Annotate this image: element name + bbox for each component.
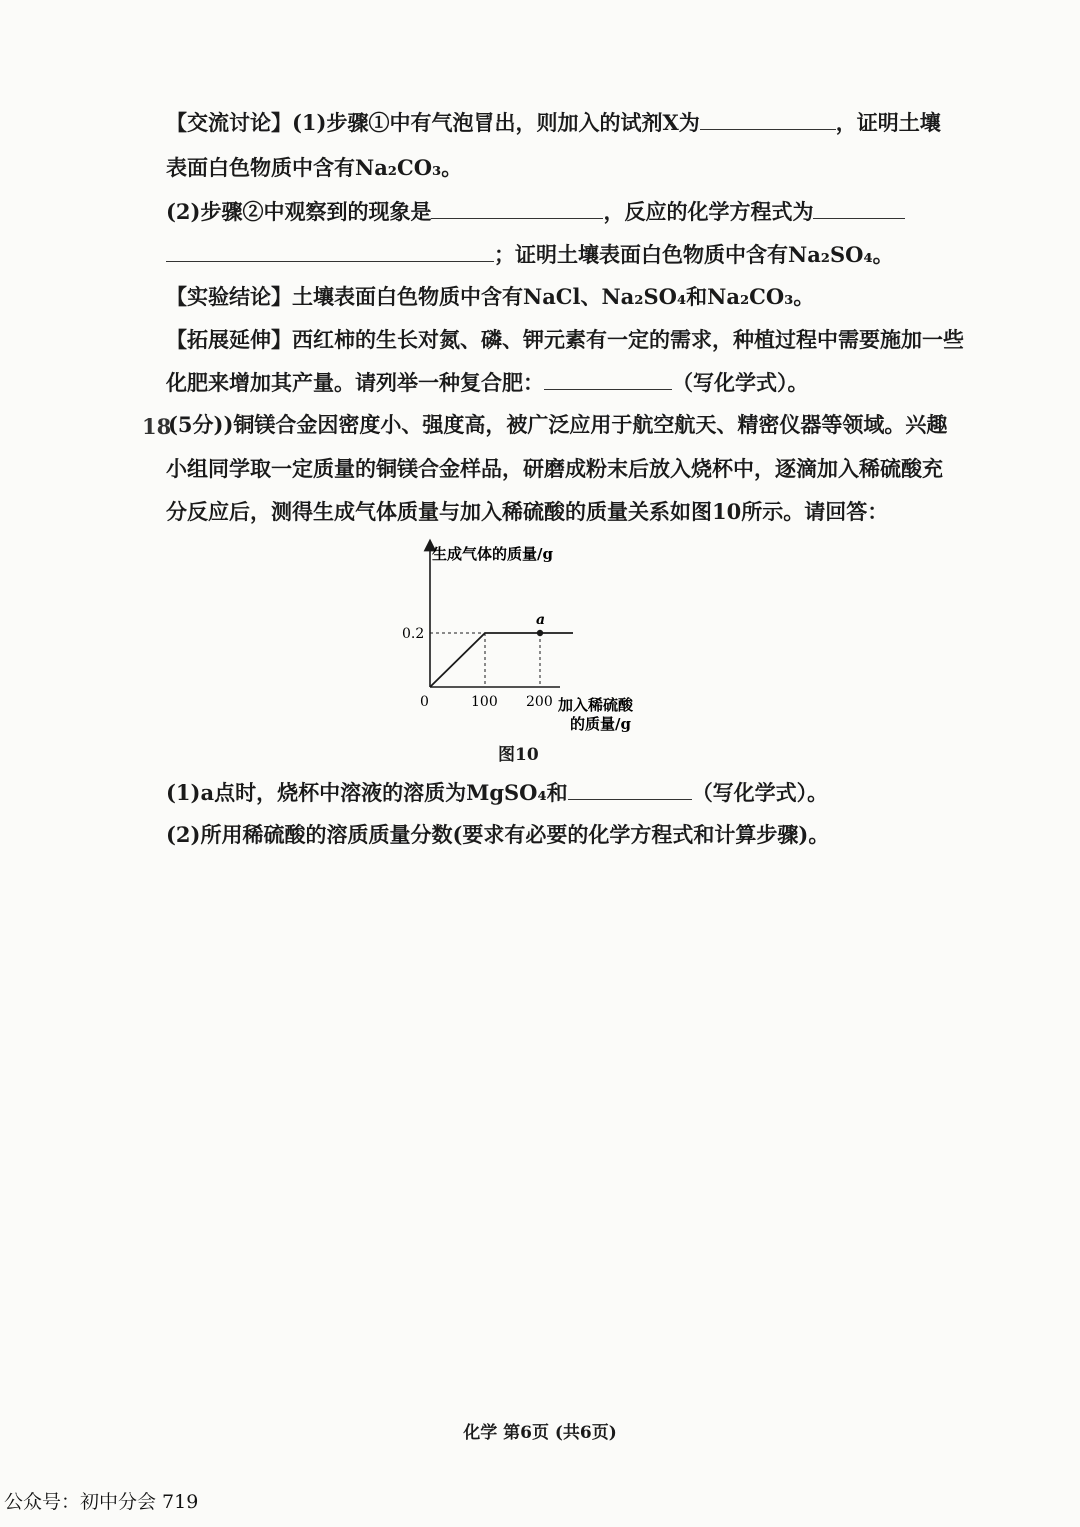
watermark-text: 公众号：初中分会 719 [4, 1491, 199, 1513]
discussion-text-4: ；证明土壤表面白色物质中含有Na₂SO₄。 [494, 242, 894, 267]
discussion-line-4 [166, 240, 906, 270]
discussion-text-1a: 【交流讨论】(1)步骤①中有气泡冒出，则加入的试剂X为 [166, 110, 700, 135]
discussion-line-2: 表面白色物质中含有Na₂CO₃。 [166, 155, 463, 180]
x-tick-200: 200 [526, 694, 553, 710]
extension-text-2a: 化肥来增加其产量。请列举一种复合肥： [166, 370, 544, 395]
figure-caption: 图10 [498, 745, 539, 765]
q18-sub-2: (2)所用稀硫酸的溶质质量分数(要求有必要的化学方程式和计算步骤)。 [166, 822, 830, 847]
q18-line-1 [166, 410, 948, 440]
point-a-label: a [536, 612, 546, 628]
extension-text-2b: （写化学式）。 [672, 370, 809, 395]
q18-sub1-text-b: （写化学式）。 [691, 780, 829, 805]
discussion-line-3 [166, 197, 906, 227]
q18-line-3: 分反应后，测得生成气体质量与加入稀硫酸的质量关系如图10所示。请回答： [166, 499, 889, 524]
series-line [430, 633, 573, 687]
discussion-text-1b: ，证明土壤 [835, 110, 941, 135]
q18-sub1-text-a: (1)a点时，烧杯中溶液的溶质为MgSO₄和 [166, 780, 568, 805]
x-tick-0: 0 [420, 694, 429, 710]
x-tick-100: 100 [471, 694, 498, 710]
answer-blank-equation-start[interactable] [813, 198, 905, 219]
answer-blank-equation[interactable] [166, 241, 494, 262]
question-number: 18 [142, 414, 172, 439]
y-tick-0.2: 0.2 [402, 626, 425, 642]
answer-blank-solute[interactable] [568, 779, 692, 800]
extension-line-1: 【拓展延伸】西红柿的生长对氮、磷、钾元素有一定的需求，种植过程中需要施加一些 [166, 327, 964, 352]
x-axis-label-line-1: 加入稀硫酸 [558, 696, 634, 714]
discussion-line-1 [166, 108, 941, 138]
point-a [537, 630, 543, 636]
figure-10-chart [380, 535, 700, 745]
conclusion-line: 【实验结论】土壤表面白色物质中含有NaCl、Na₂SO₄和Na₂CO₃。 [166, 284, 815, 309]
q18-text-1: (5分))铜镁合金因密度小、强度高，被广泛应用于航空航天、精密仪器等领域。兴趣 [168, 412, 948, 437]
q18-line-2: 小组同学取一定质量的铜镁合金样品，研磨成粉末后放入烧杯中，逐滴加入稀硫酸充 [166, 456, 943, 481]
x-axis-label-line-2: 的质量/g [570, 715, 631, 733]
answer-blank-phenomenon[interactable] [431, 198, 603, 219]
y-axis-label: 生成气体的质量/g [432, 545, 553, 563]
answer-blank-compound-fertilizer[interactable] [544, 369, 672, 390]
extension-line-2 [166, 368, 906, 398]
discussion-text-3b: ，反应的化学方程式为 [603, 199, 814, 224]
page-footer: 化学 第6页 (共6页) [463, 1423, 617, 1443]
discussion-text-3a: (2)步骤②中观察到的现象是 [166, 199, 432, 224]
q18-sub-1 [166, 778, 906, 808]
answer-blank-reagent-x[interactable] [700, 109, 836, 130]
